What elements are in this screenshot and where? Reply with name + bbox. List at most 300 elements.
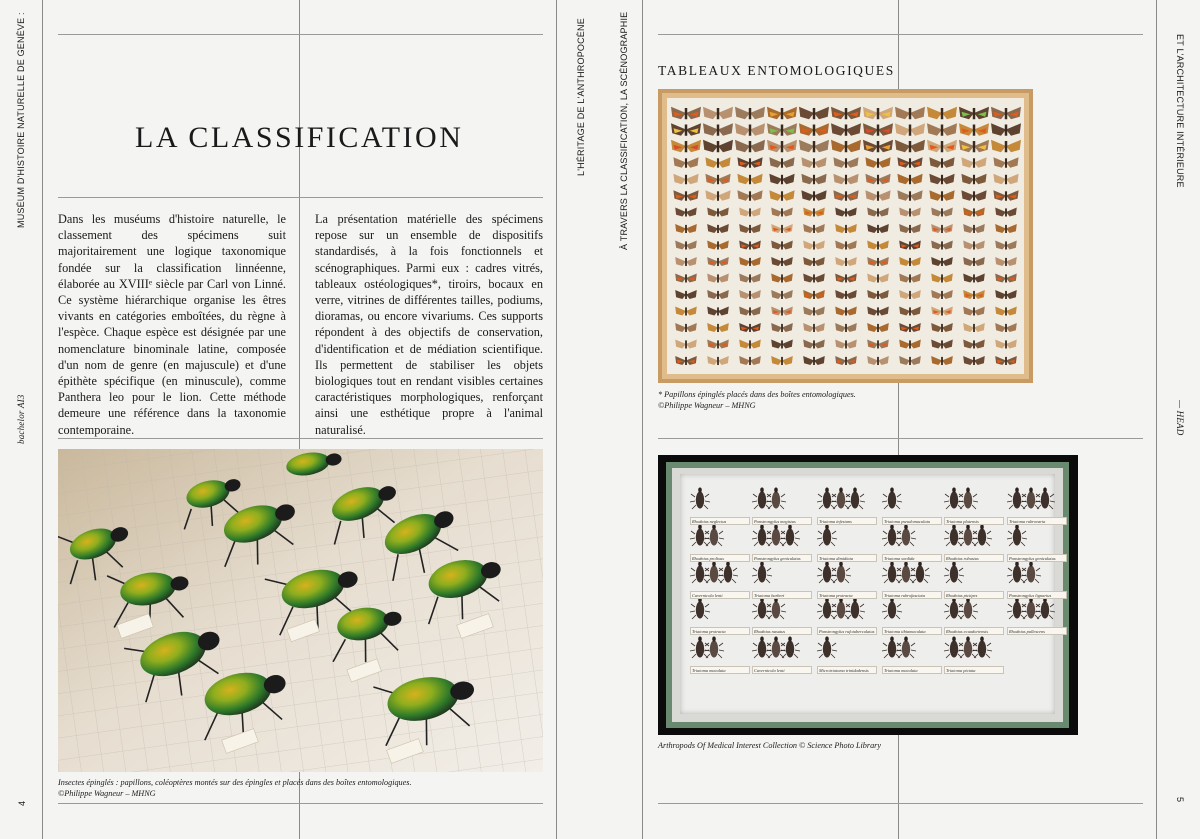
moth-specimen xyxy=(963,257,985,266)
butterfly-caption-line-1: * Papillons épinglés placés dans des boîtes entomologiques. xyxy=(658,390,856,399)
moth-specimen xyxy=(675,224,697,233)
moth-specimen xyxy=(767,140,797,153)
arthropod-specimen xyxy=(1007,487,1027,509)
arthropod-specimen xyxy=(910,561,930,583)
moth-specimen xyxy=(899,257,921,266)
moth-specimen xyxy=(671,140,701,153)
arthropod-specimen xyxy=(780,524,800,546)
moth-specimen xyxy=(863,123,893,136)
moth-specimen xyxy=(927,107,957,120)
left-running-head: MUSÉUM D'HISTOIRE NATURELLE DE GENÈVE : xyxy=(16,12,26,228)
moth-specimen xyxy=(867,307,889,316)
moth-specimen xyxy=(799,123,829,136)
arthropod-specimen xyxy=(752,597,772,619)
moth-specimen xyxy=(931,208,953,217)
right-top-rule xyxy=(658,34,1143,35)
arthropod-specimen xyxy=(882,636,902,658)
moth-specimen xyxy=(899,274,921,283)
moth-specimen xyxy=(771,224,793,233)
moth-specimen xyxy=(707,307,729,316)
arthropod-specimen xyxy=(1035,597,1055,619)
moth-specimen xyxy=(771,257,793,266)
moth-specimen xyxy=(831,123,861,136)
moth-specimen xyxy=(739,356,761,365)
arthropod-inner xyxy=(672,468,1063,722)
moth-specimen xyxy=(963,340,985,349)
moth-specimen xyxy=(899,224,921,233)
right-mid-rule xyxy=(658,438,1143,439)
arthropod-specimen xyxy=(896,561,916,583)
specimen-label: Triatoma rubrovaria xyxy=(1007,517,1067,525)
moth-specimen xyxy=(735,123,765,136)
moth-specimen xyxy=(707,356,729,365)
moth-specimen xyxy=(927,123,957,136)
moth-specimen xyxy=(929,157,954,168)
specimen-label: Triatoma platensis xyxy=(944,517,1004,525)
arthropod-specimen xyxy=(1007,597,1027,619)
right-running-head: ET L'ARCHITECTURE INTÉRIEURE xyxy=(1175,34,1185,188)
moth-specimen xyxy=(835,356,857,365)
moth-specimen xyxy=(707,290,729,299)
moth-specimen xyxy=(931,274,953,283)
specimen-label: Triatoma protracta xyxy=(817,591,877,599)
butterfly-box-photo xyxy=(658,89,1033,383)
arthropod-specimen xyxy=(882,524,902,546)
moth-specimen xyxy=(705,157,730,168)
gutter-line-2: À TRAVERS LA CLASSIFICATION, LA SCÉNOGRAPHIE xyxy=(619,11,629,250)
specimen-label: Rhodnius neglectus xyxy=(690,517,750,525)
specimen-label: Rhodnius nasutus xyxy=(752,627,812,635)
spine-line-left xyxy=(556,0,557,839)
specimen-label: Triatoma pseudomaculata xyxy=(882,517,942,525)
specimen-label: Cavernicola lenti xyxy=(690,591,750,599)
moth-specimen xyxy=(803,307,825,316)
moth-specimen xyxy=(863,107,893,120)
moth-specimen xyxy=(899,241,921,250)
moth-specimen xyxy=(801,174,826,185)
moth-specimen xyxy=(833,157,858,168)
moth-specimen xyxy=(995,340,1017,349)
right-running-foot: — HEAD xyxy=(1175,400,1185,436)
specimen-label: Rhodnius prolixus xyxy=(690,554,750,562)
moth-specimen xyxy=(675,241,697,250)
moth-specimen xyxy=(707,274,729,283)
arthropod-specimen xyxy=(752,636,772,658)
left-mid-rule xyxy=(58,197,543,198)
moth-specimen xyxy=(703,140,733,153)
moth-specimen xyxy=(803,241,825,250)
moth-specimen xyxy=(961,190,986,201)
specimen-label: Panstrongylus geniculatus xyxy=(752,554,812,562)
moth-specimen xyxy=(703,107,733,120)
moth-specimen xyxy=(835,290,857,299)
arthropod-caption: Arthropods Of Medical Interest Collection © Science Photo Library xyxy=(658,741,882,750)
left-top-rule xyxy=(58,34,543,35)
moth-specimen xyxy=(675,340,697,349)
moth-specimen xyxy=(705,174,730,185)
moth-specimen xyxy=(865,174,890,185)
moth-specimen xyxy=(833,190,858,201)
left-lower-rule xyxy=(58,438,543,439)
left-page-number: 4 xyxy=(17,800,27,806)
specimen-label: Panstrongylus megistus xyxy=(752,517,812,525)
moth-specimen xyxy=(867,241,889,250)
moth-specimen xyxy=(895,123,925,136)
body-column-1 xyxy=(58,211,286,438)
arthropod-specimen xyxy=(690,597,710,619)
arthropod-specimen xyxy=(817,561,837,583)
moth-specimen xyxy=(769,157,794,168)
moth-specimen xyxy=(931,323,953,332)
moth-specimen xyxy=(867,356,889,365)
moth-specimen xyxy=(865,157,890,168)
arthropod-specimen xyxy=(817,636,837,658)
moth-specimen xyxy=(737,157,762,168)
moth-specimen xyxy=(803,356,825,365)
arthropod-specimen xyxy=(752,487,772,509)
moth-specimen xyxy=(963,208,985,217)
moth-specimen xyxy=(835,274,857,283)
moth-specimen xyxy=(739,340,761,349)
arthropod-specimen xyxy=(690,561,710,583)
moth-specimen xyxy=(739,290,761,299)
moth-specimen xyxy=(993,190,1018,201)
moth-specimen xyxy=(833,174,858,185)
specimen-label: Triatoma barberi xyxy=(752,591,812,599)
moth-specimen xyxy=(673,157,698,168)
moth-specimen xyxy=(769,190,794,201)
moth-specimen xyxy=(771,340,793,349)
specimen-label: Rhodnius ecuadoriensis xyxy=(944,627,1004,635)
moth-specimen xyxy=(963,323,985,332)
specimen-label: Panstrongylus rufotuberculatus xyxy=(817,627,877,635)
moth-specimen xyxy=(739,224,761,233)
moth-specimen xyxy=(963,241,985,250)
arthropod-box-photo xyxy=(658,455,1078,735)
arthropod-specimen xyxy=(958,487,978,509)
arthropod-specimen xyxy=(944,561,964,583)
specimen-label: Triatoma maculata xyxy=(882,666,942,674)
arthropod-specimen xyxy=(944,597,964,619)
moth-specimen xyxy=(995,307,1017,316)
arthropod-specimen xyxy=(690,487,710,509)
arthropod-specimen xyxy=(718,561,738,583)
arthropod-specimen xyxy=(831,487,851,509)
moth-specimen xyxy=(929,174,954,185)
moth-specimen xyxy=(867,340,889,349)
arthropod-specimen xyxy=(1021,487,1041,509)
moth-specimen xyxy=(739,257,761,266)
arthropod-specimen xyxy=(944,636,964,658)
arthropod-specimen xyxy=(704,561,724,583)
moth-specimen xyxy=(769,174,794,185)
moth-specimen xyxy=(899,208,921,217)
moth-specimen xyxy=(897,157,922,168)
moth-specimen xyxy=(963,356,985,365)
left-margin-line xyxy=(42,0,43,839)
moth-specimen xyxy=(835,257,857,266)
arthropod-specimen xyxy=(882,561,902,583)
moth-specimen xyxy=(963,307,985,316)
body-column-2 xyxy=(315,211,543,438)
moth-specimen xyxy=(867,274,889,283)
beetles-caption-line-1: Insectes épinglés : papillons, coléoptères montés sur des épingles et placés dans des boîtes entomologiques. xyxy=(58,778,412,787)
arthropod-specimen xyxy=(766,636,786,658)
moth-specimen xyxy=(995,356,1017,365)
moth-specimen xyxy=(803,224,825,233)
specimen-label: Panstrongylus geniculatus xyxy=(1007,554,1067,562)
moth-specimen xyxy=(737,174,762,185)
arthropod-specimen xyxy=(704,636,724,658)
arthropod-specimen xyxy=(831,561,851,583)
specimen-label: Triatoma pictata xyxy=(944,666,1004,674)
arthropod-specimen xyxy=(752,524,772,546)
arthropod-specimen xyxy=(766,487,786,509)
moth-specimen xyxy=(867,208,889,217)
moth-specimen xyxy=(991,140,1021,153)
butterfly-caption-line-2: ©Philippe Wagneur – MHNG xyxy=(658,400,756,410)
moth-specimen xyxy=(835,224,857,233)
moth-specimen xyxy=(995,257,1017,266)
moth-specimen xyxy=(771,356,793,365)
moth-specimen xyxy=(767,123,797,136)
gutter-line-1: L'HÉRITAGE DE L'ANTHROPOCÈNE xyxy=(576,18,586,176)
moth-specimen xyxy=(771,208,793,217)
moth-specimen xyxy=(675,307,697,316)
specimen-label: Cavernicola lenti xyxy=(752,666,812,674)
moth-specimen xyxy=(927,140,957,153)
moth-specimen xyxy=(707,241,729,250)
specimen-label: Triatoma sordida xyxy=(882,554,942,562)
moth-specimen xyxy=(673,174,698,185)
moth-specimen xyxy=(771,323,793,332)
moth-specimen xyxy=(705,190,730,201)
page-title: LA CLASSIFICATION xyxy=(135,121,464,155)
moth-specimen xyxy=(867,224,889,233)
moth-specimen xyxy=(931,307,953,316)
arthropod-specimen xyxy=(1021,597,1041,619)
arthropod-specimen xyxy=(944,487,964,509)
arthropod-specimen xyxy=(690,636,710,658)
moth-specimen xyxy=(767,107,797,120)
moth-specimen xyxy=(675,290,697,299)
specimen-label: Triatoma dimidiata xyxy=(817,554,877,562)
beetles-caption-line-2: ©Philippe Wagneur – MHNG xyxy=(58,788,156,798)
moth-specimen xyxy=(897,190,922,201)
moth-specimen xyxy=(931,356,953,365)
moth-specimen xyxy=(863,140,893,153)
moth-specimen xyxy=(931,241,953,250)
moth-specimen xyxy=(961,174,986,185)
arthropod-specimen xyxy=(831,597,851,619)
moth-specimen xyxy=(995,241,1017,250)
moth-specimen xyxy=(707,323,729,332)
specimen-label: Triatoma rubrofasciata xyxy=(882,591,942,599)
specimen-label: Rhodnius pictipes xyxy=(944,591,1004,599)
moth-specimen xyxy=(739,241,761,250)
moth-specimen xyxy=(831,140,861,153)
moth-specimen xyxy=(739,208,761,217)
moth-specimen xyxy=(963,224,985,233)
arthropod-frame xyxy=(666,462,1069,728)
moth-specimen xyxy=(835,340,857,349)
moth-specimen xyxy=(931,290,953,299)
specimen-label: Triatoma protracta xyxy=(690,627,750,635)
section-title: TABLEAUX ENTOMOLOGIQUES xyxy=(658,63,895,78)
specimen-label: Triatoma maculata xyxy=(690,666,750,674)
moth-specimen xyxy=(803,257,825,266)
specimen-label: Microtriatoma trinidadensis xyxy=(817,666,877,674)
moth-specimen xyxy=(803,340,825,349)
moth-specimen xyxy=(671,107,701,120)
moth-specimen xyxy=(739,274,761,283)
arthropod-specimen xyxy=(882,597,902,619)
moth-specimen xyxy=(739,323,761,332)
specimen-label: Triatoma tibiamaculata xyxy=(882,627,942,635)
moth-specimen xyxy=(675,274,697,283)
arthropod-specimen xyxy=(1035,487,1055,509)
arthropod-specimen xyxy=(766,524,786,546)
arthropod-specimen xyxy=(972,636,992,658)
arthropod-specimen xyxy=(845,597,865,619)
arthropod-specimen xyxy=(1007,561,1027,583)
moth-specimen xyxy=(835,323,857,332)
moth-specimen xyxy=(993,157,1018,168)
moth-specimen xyxy=(959,107,989,120)
moth-specimen xyxy=(735,140,765,153)
right-bottom-rule xyxy=(658,803,1143,804)
moth-specimen xyxy=(803,290,825,299)
moth-specimen xyxy=(835,307,857,316)
moth-specimen xyxy=(771,290,793,299)
arthropod-specimen xyxy=(896,636,916,658)
moth-specimen xyxy=(961,157,986,168)
moth-specimen xyxy=(867,290,889,299)
moth-specimen xyxy=(707,257,729,266)
arthropod-specimen xyxy=(845,487,865,509)
beetles-photo xyxy=(58,449,543,772)
moth-specimen xyxy=(993,174,1018,185)
moth-specimen xyxy=(803,274,825,283)
spine-line-right xyxy=(642,0,643,839)
moth-specimen xyxy=(991,107,1021,120)
specimen-label: Panstrongylus lignarius xyxy=(1007,591,1067,599)
moth-specimen xyxy=(963,290,985,299)
moth-specimen xyxy=(799,107,829,120)
arthropod-specimen xyxy=(972,524,992,546)
moth-specimen xyxy=(931,224,953,233)
arthropod-specimen xyxy=(958,524,978,546)
arthropod-specimen xyxy=(958,636,978,658)
body-column-2-text: La présentation matérielle des spécimens repose sur un ensemble de dispositifs standardisés, à la fois fonctionnels et scénographiques. Parmi eux : cadres vitrés, tableaux ostéologiques*, tiroirs, bocaux en verre, vitrines de différentes tailles, podiums, dioramas, ou encore vivariums. Ces supports répondent à des objectifs de conservation, d'identification et de médiation scientifique. Ils permettent de stabiliser les objets biologiques tout en rendant visibles certaines caractéristiques morphologiques, renforçant ainsi une esthétique propre à l'animal naturalisé. xyxy=(315,212,543,437)
moth-specimen xyxy=(865,190,890,201)
moth-specimen xyxy=(703,123,733,136)
moth-specimen xyxy=(835,241,857,250)
specimen-label: Rhodnius pallescens xyxy=(1007,627,1067,635)
arthropod-specimen xyxy=(817,487,837,509)
moth-specimen xyxy=(675,208,697,217)
arthropod-specimen xyxy=(958,597,978,619)
moth-specimen xyxy=(895,140,925,153)
moth-specimen xyxy=(803,208,825,217)
arthropod-specimen xyxy=(766,597,786,619)
moth-specimen xyxy=(673,190,698,201)
moth-specimen xyxy=(867,257,889,266)
beetles-caption xyxy=(58,778,543,799)
moth-specimen xyxy=(835,208,857,217)
moth-specimen xyxy=(897,174,922,185)
moth-specimen xyxy=(803,323,825,332)
arthropod-specimen xyxy=(882,487,902,509)
moth-specimen xyxy=(963,274,985,283)
moth-specimen xyxy=(771,307,793,316)
moth-specimen xyxy=(671,123,701,136)
moth-specimen xyxy=(675,257,697,266)
moth-specimen xyxy=(929,190,954,201)
moth-specimen xyxy=(995,224,1017,233)
body-column-1-text: Dans les muséums d'histoire naturelle, le classement des spécimens suit majoritairement une logique taxonomique fondée sur la classification linnéenne, élaborée au XVIIIᵉ siècle par Carl von Linné. Ce système hiérarchique organise les êtres vivants en catégories emboîtées, du règne à l'espèce. Chaque espèce est désignée par une nomenclature binominale latine, composée d'un nom de genre (en majuscule) et d'une épithète spécifique (en minuscule), comme Panthera leo pour le lion. Cette méthode demeure une référence dans la taxonomie contemporaine. xyxy=(58,212,286,437)
arthropod-specimen xyxy=(944,524,964,546)
moth-specimen xyxy=(995,274,1017,283)
right-page-number: 5 xyxy=(1175,797,1185,803)
moth-specimen xyxy=(707,208,729,217)
moth-specimen xyxy=(991,123,1021,136)
arthropod-specimen xyxy=(817,597,837,619)
moth-specimen xyxy=(799,140,829,153)
moth-specimen xyxy=(739,307,761,316)
arthropod-specimen xyxy=(752,561,772,583)
moth-specimen xyxy=(995,290,1017,299)
arthropod-specimen xyxy=(704,524,724,546)
moth-specimen xyxy=(801,190,826,201)
moth-specimen xyxy=(737,190,762,201)
arthropod-specimen xyxy=(780,636,800,658)
moth-specimen xyxy=(895,107,925,120)
moth-specimen xyxy=(995,323,1017,332)
moth-specimen xyxy=(675,356,697,365)
moth-specimen xyxy=(707,224,729,233)
moth-specimen xyxy=(801,157,826,168)
left-running-foot: bachelor AI3 xyxy=(16,394,26,444)
arthropod-specimen xyxy=(817,524,837,546)
specimen-label: Rhodnius robustus xyxy=(944,554,1004,562)
moth-specimen xyxy=(675,323,697,332)
specimen-label: Triatoma infestans xyxy=(817,517,877,525)
moth-specimen xyxy=(899,340,921,349)
moth-specimen xyxy=(899,356,921,365)
arthropod-specimen xyxy=(896,524,916,546)
moth-specimen xyxy=(899,323,921,332)
left-bottom-rule xyxy=(58,803,543,804)
arthropod-specimen xyxy=(1021,561,1041,583)
butterfly-caption xyxy=(658,390,1038,411)
arthropod-specimen xyxy=(1007,524,1027,546)
moth-specimen xyxy=(995,208,1017,217)
moth-specimen xyxy=(867,323,889,332)
moth-specimen xyxy=(899,290,921,299)
moth-specimen xyxy=(771,274,793,283)
moth-specimen xyxy=(899,307,921,316)
moth-specimen xyxy=(931,340,953,349)
moth-specimen xyxy=(735,107,765,120)
moth-specimen xyxy=(959,140,989,153)
moth-specimen xyxy=(707,340,729,349)
arthropod-specimen xyxy=(690,524,710,546)
moth-specimen xyxy=(831,107,861,120)
moth-specimen xyxy=(931,257,953,266)
moth-specimen xyxy=(959,123,989,136)
moth-specimen xyxy=(771,241,793,250)
